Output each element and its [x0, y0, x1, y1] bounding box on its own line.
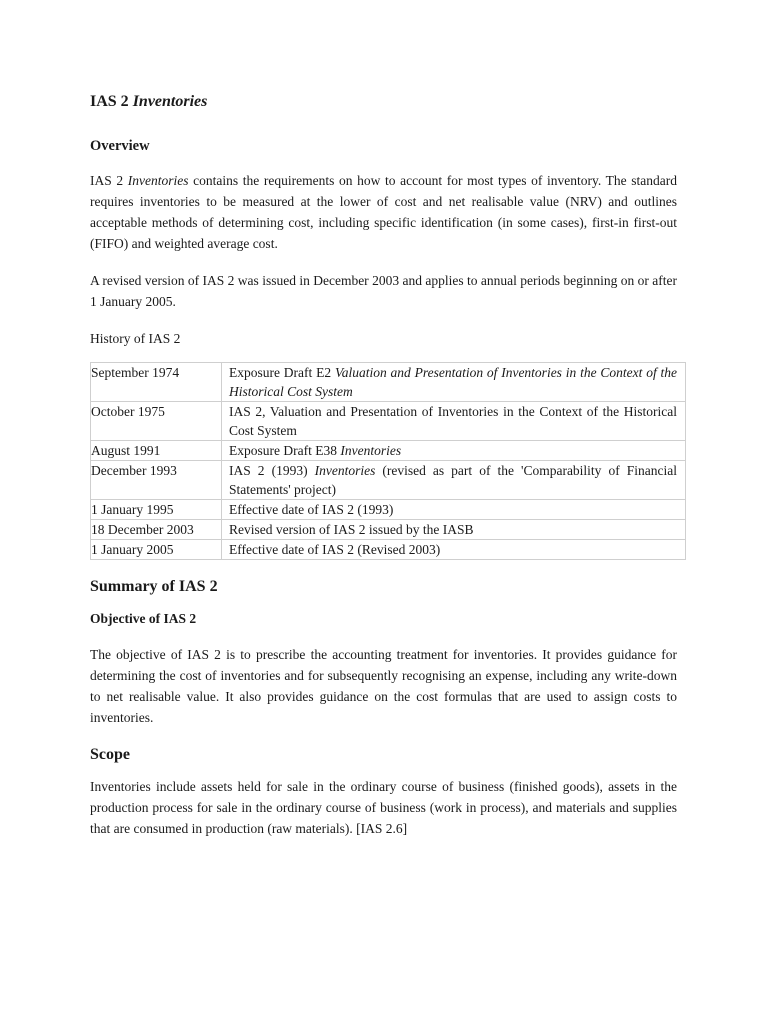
history-description-cell: [222, 500, 686, 520]
history-table: [90, 362, 686, 560]
scope-paragraph: Inventories include assets held for sale in the ordinary course of business (finished goods), assets in the production process for sale in the ordinary course of business (work in process), and materials and supplies that are consumed in production (raw materials). [IAS 2.6]: [90, 779, 677, 836]
table-row: [91, 500, 686, 520]
history-table-body: [91, 363, 686, 560]
overview-paragraph-2: A revised version of IAS 2 was issued in December 2003 and applies to annual periods beginning on or after 1 January 2005.: [90, 273, 677, 309]
overview-p1-italic: Inventories: [127, 173, 189, 188]
table-row: [91, 363, 686, 402]
history-caption: History of IAS 2: [90, 331, 181, 346]
history-date: 1 January 2005: [91, 542, 174, 557]
history-date-cell: [91, 363, 222, 402]
history-description-a: Revised version of IAS 2 issued by the IASB: [229, 522, 474, 537]
history-description-cell: [222, 520, 686, 540]
overview-heading: Overview: [90, 138, 150, 154]
history-date: 18 December 2003: [91, 522, 194, 537]
history-description-a: Effective date of IAS 2 (Revised 2003): [229, 542, 441, 557]
history-description-italic: Inventories: [340, 443, 402, 458]
history-date-cell: [91, 520, 222, 540]
history-description-cell: [222, 441, 686, 461]
history-date: 1 January 1995: [91, 502, 174, 517]
history-date-cell: [91, 402, 222, 441]
history-date-cell: [91, 540, 222, 560]
overview-paragraph-1: [90, 170, 677, 254]
overview-p1-text-a: IAS 2: [90, 173, 128, 188]
history-description-b: (revised as part of the 'Comparability of Financial Statements' project): [229, 463, 677, 497]
history-date: December 1993: [91, 463, 177, 478]
table-row: [91, 461, 686, 500]
scope-heading: Scope: [90, 746, 130, 763]
history-description-a: Effective date of IAS 2 (1993): [229, 502, 394, 517]
objective-heading: Objective of IAS 2: [90, 611, 197, 626]
history-date-cell: [91, 441, 222, 461]
document-body: [90, 90, 677, 855]
title-italic: Inventories: [132, 93, 208, 110]
history-description-cell: [222, 363, 686, 402]
title-prefix: IAS 2: [90, 93, 129, 110]
history-description-a: Exposure Draft E38: [229, 443, 341, 458]
history-description-a: IAS 2, Valuation and Presentation of Inventories in the Context of the Historical Cost System: [229, 404, 677, 438]
history-date-cell: [91, 500, 222, 520]
history-description-a: Exposure Draft E2: [229, 365, 335, 380]
history-description-cell: [222, 461, 686, 500]
history-date-cell: [91, 461, 222, 500]
history-date: October 1975: [91, 404, 165, 419]
history-description-italic: Inventories: [314, 463, 376, 478]
objective-paragraph: The objective of IAS 2 is to prescribe the accounting treatment for inventories. It provides guidance for determining the cost of inventories and for subsequently recognising an expense, including any write-down to net realisable value. It also provides guidance on the cost formulas that are used to assign costs to inventories.: [90, 647, 677, 725]
history-date: September 1974: [91, 365, 180, 380]
overview-p1-text-b: contains the requirements on how to account for most types of inventory. The standard requires inventories to be measured at the lower of cost and net realisable value (NRV) and outlines acceptable methods of determining cost, including specific identification (in some cases), first-in first-out (FIFO) and weighted average cost.: [90, 173, 677, 251]
table-row: [91, 402, 686, 441]
history-description-italic: Valuation and Presentation of Inventories in the Context of the Historical Cost System: [229, 365, 678, 399]
table-row: [91, 520, 686, 540]
history-description-cell: [222, 402, 686, 441]
history-description-cell: [222, 540, 686, 560]
summary-heading: Summary of IAS 2: [90, 578, 218, 595]
history-date: August 1991: [91, 443, 161, 458]
document-title: [90, 90, 677, 114]
history-description-a: IAS 2 (1993): [229, 463, 315, 478]
table-row: [91, 540, 686, 560]
table-row: [91, 441, 686, 461]
